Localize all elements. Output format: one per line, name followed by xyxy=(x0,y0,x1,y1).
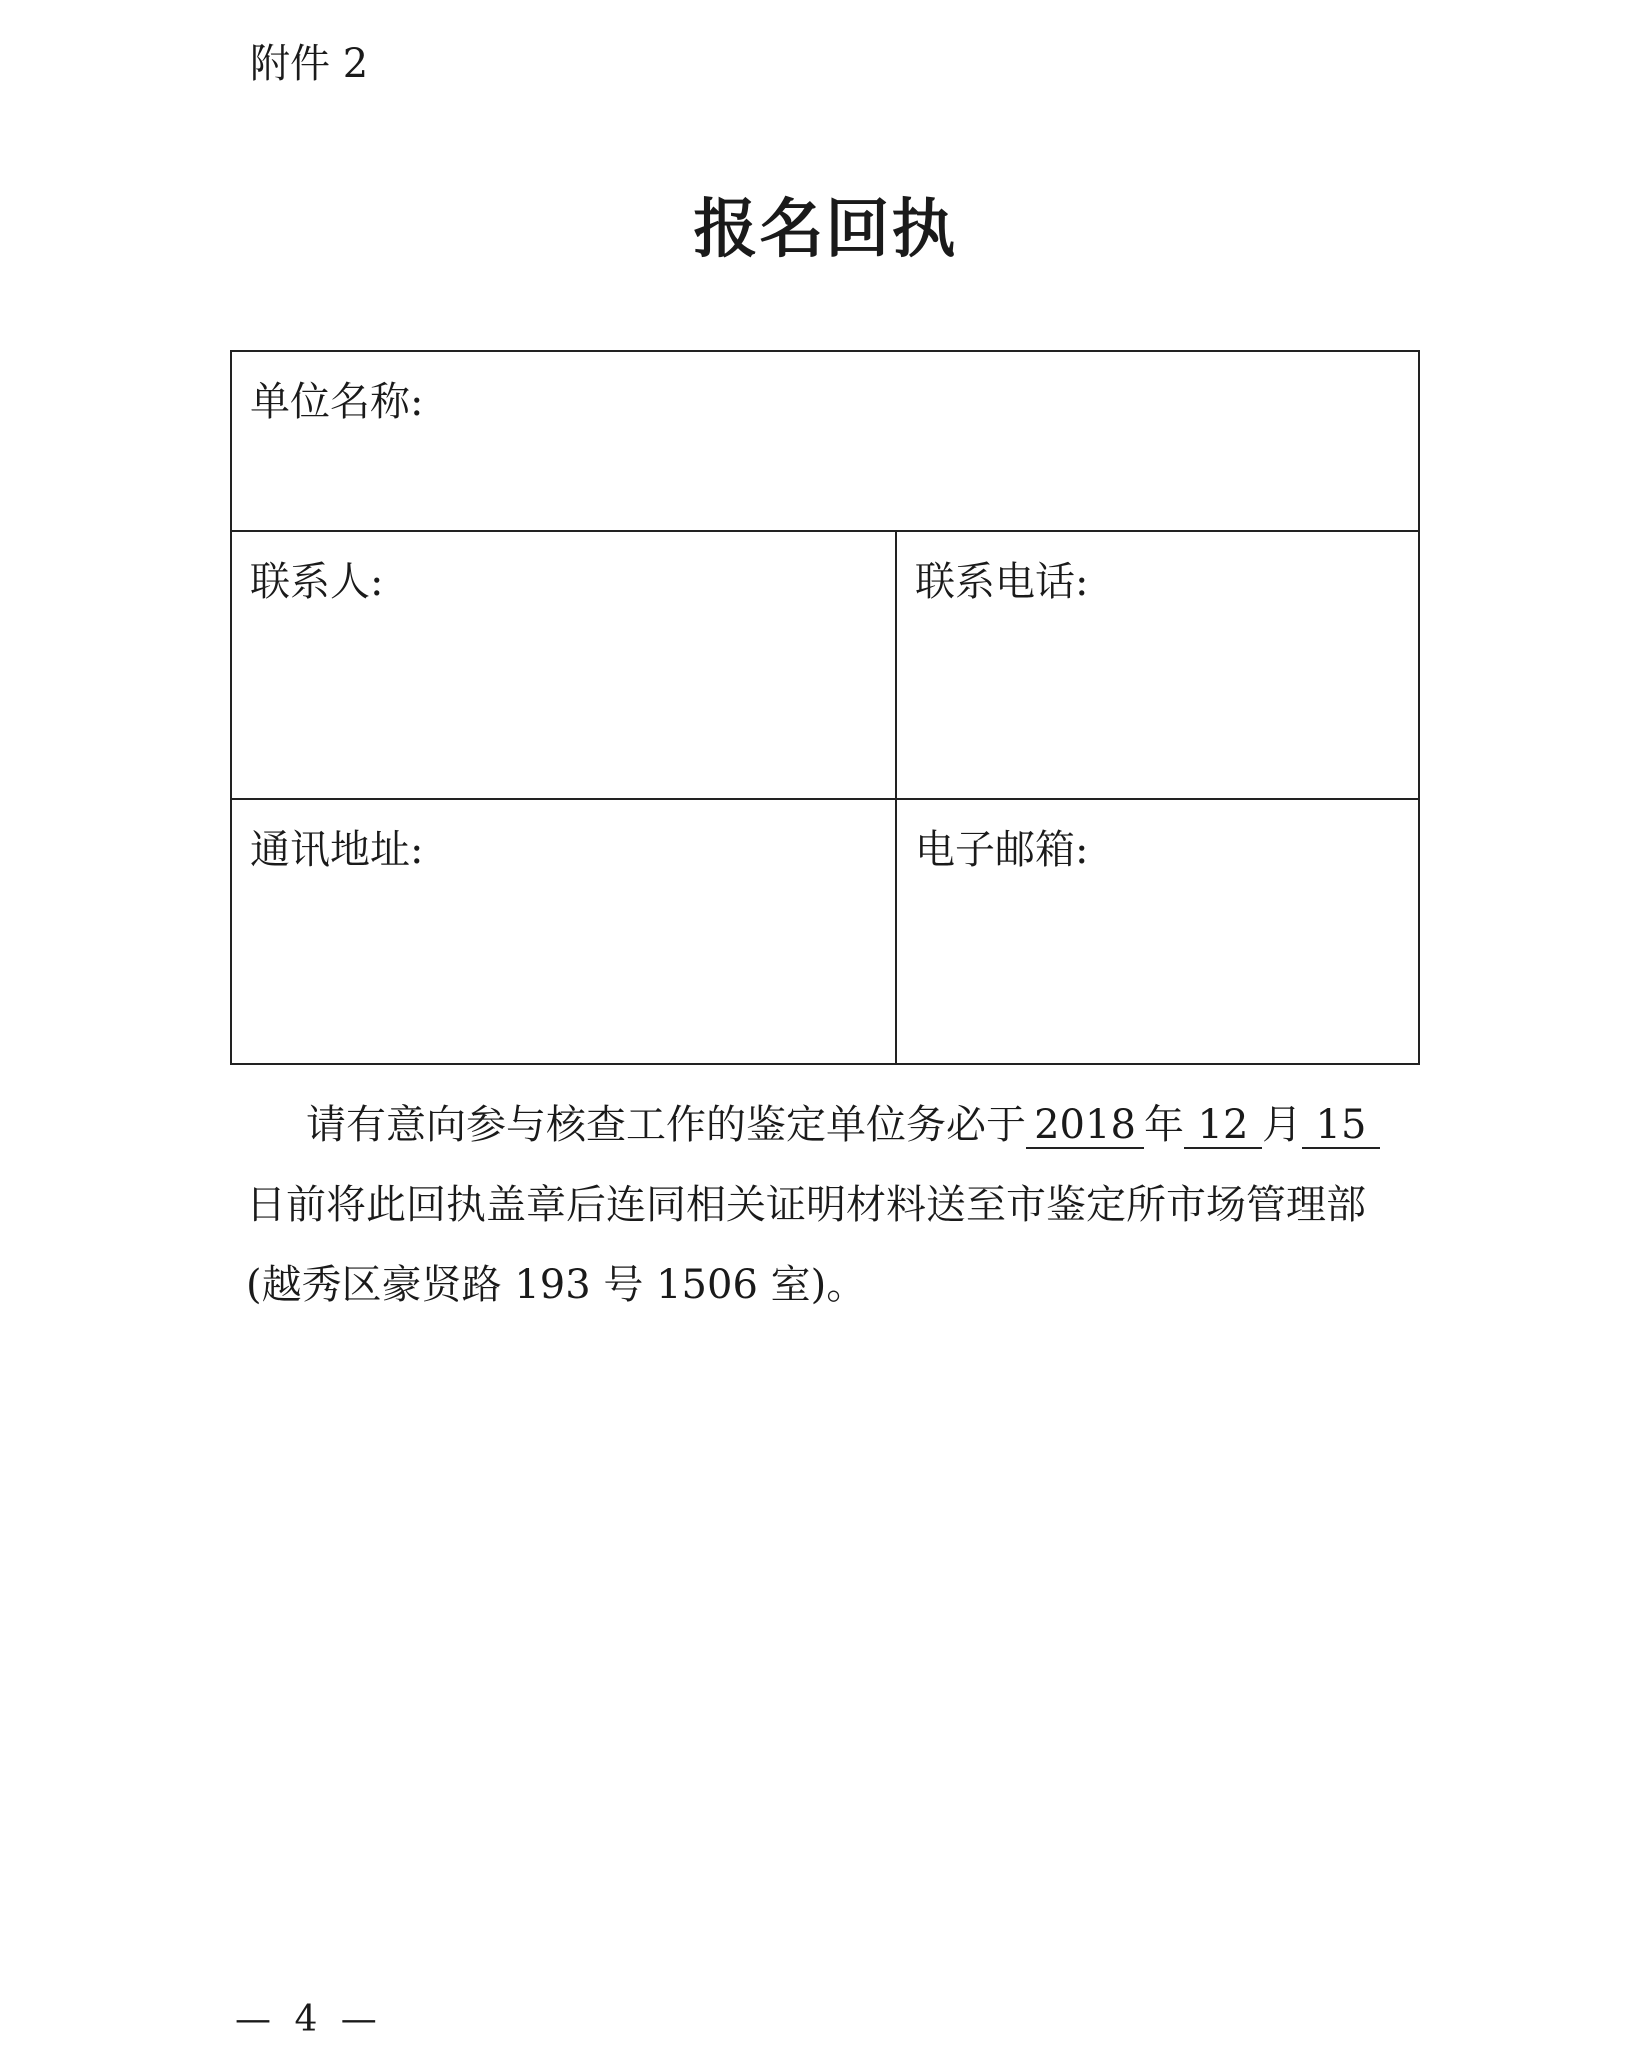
mailing-address-label: 通讯地址: xyxy=(250,827,424,873)
email-field[interactable] xyxy=(897,800,1418,1063)
attachment-label: 附件 2 xyxy=(250,41,369,87)
email-label: 电子邮箱: xyxy=(915,827,1089,873)
deadline-day: 15 xyxy=(1302,1103,1380,1149)
unit-name-label: 单位名称: xyxy=(250,379,424,425)
deadline-year: 2018 xyxy=(1026,1103,1144,1149)
month-unit: 月 xyxy=(1262,1102,1302,1148)
notice-text-before-date: 请有意向参与核查工作的鉴定单位务必于 xyxy=(306,1102,1026,1148)
unit-name-field[interactable] xyxy=(232,352,1418,532)
deadline-month: 12 xyxy=(1184,1103,1262,1149)
day-unit: 日 xyxy=(246,1182,286,1228)
contact-person-label: 联系人: xyxy=(250,559,384,605)
document-title: 报名回执 xyxy=(693,192,958,267)
contact-person-field[interactable] xyxy=(232,532,897,800)
page-number: — 4 — xyxy=(235,1999,383,2040)
contact-phone-field[interactable] xyxy=(897,532,1418,800)
registration-form-table xyxy=(230,350,1420,1065)
mailing-address-field[interactable] xyxy=(232,800,897,1063)
notice-paragraph xyxy=(246,1085,1416,1325)
notice-text-after-date: 前将此回执盖章后连同相关证明材料送至市鉴定所市场管理部(越秀区豪贤路 193 号 1506 室)。 xyxy=(246,1182,1366,1308)
contact-phone-label: 联系电话: xyxy=(915,559,1089,605)
year-unit: 年 xyxy=(1144,1102,1184,1148)
